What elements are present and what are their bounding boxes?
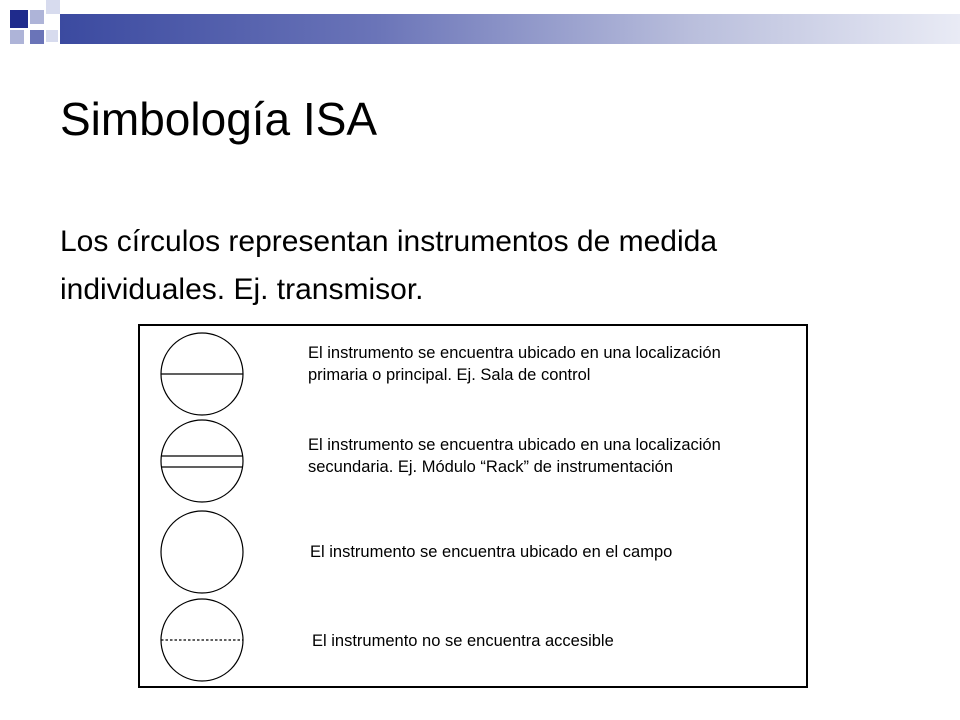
- body-line: Los círculos representan instrumentos de medida: [60, 225, 718, 258]
- decor-square: [10, 30, 24, 44]
- legend-line: secundaria. Ej. Módulo “Rack” de instrumentación: [308, 458, 674, 476]
- legend-item-secondary: [308, 434, 721, 478]
- circle-single-solid-line-icon: [161, 333, 243, 415]
- legend-line: El instrumento se encuentra ubicado en una localización: [308, 344, 721, 362]
- legend-line: El instrumento se encuentra ubicado en una localización: [308, 436, 721, 454]
- slide-title: Simbología ISA: [60, 93, 378, 145]
- decor-square: [30, 10, 44, 24]
- circle-double-solid-line-icon: [161, 420, 243, 502]
- legend-line: primaria o principal. Ej. Sala de control: [308, 366, 591, 384]
- circle-plain-icon: [161, 511, 243, 593]
- legend-line: El instrumento no se encuentra accesible: [312, 632, 614, 650]
- legend-item-primary: [308, 342, 721, 386]
- header-gradient-bar: [60, 14, 960, 44]
- decor-square: [10, 10, 28, 28]
- decor-square: [46, 0, 60, 14]
- legend-line: El instrumento se encuentra ubicado en el campo: [310, 543, 673, 561]
- decor-square: [30, 30, 44, 44]
- decor-square: [46, 30, 58, 42]
- isa-symbol-figure: [138, 324, 808, 688]
- slide-body: [60, 218, 920, 314]
- body-line: individuales. Ej. transmisor.: [60, 273, 424, 306]
- circle-dashed-line-icon: [161, 599, 243, 681]
- legend-item-field: [310, 541, 672, 563]
- legend-item-not-accessible: [312, 630, 614, 652]
